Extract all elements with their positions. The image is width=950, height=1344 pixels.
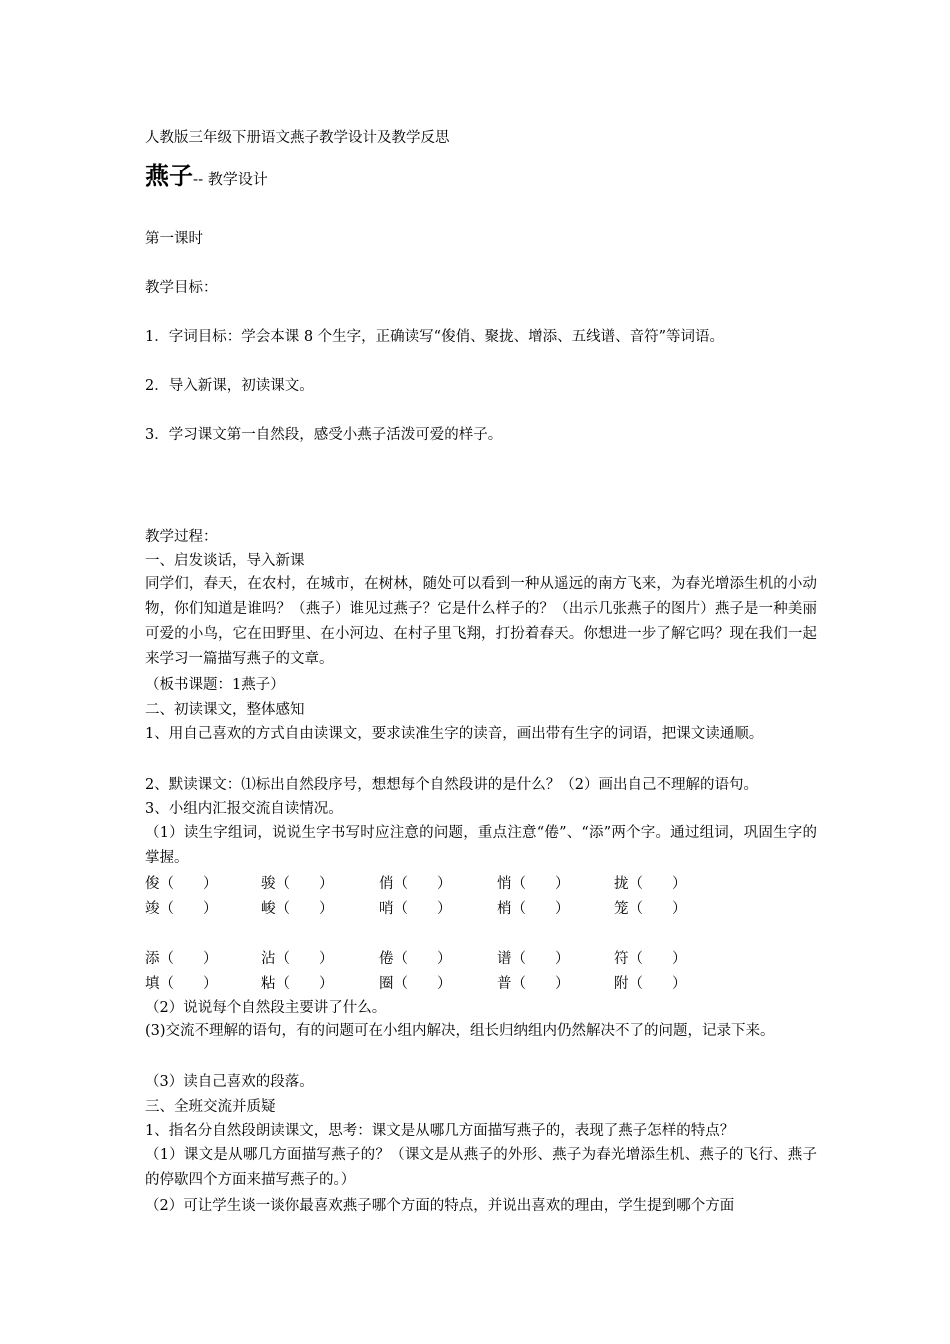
char-cell: 竣（ ）: [145, 901, 218, 917]
char-cell: 俊（ ）: [145, 876, 218, 892]
section-title: 一、启发谈话，导入新课: [145, 553, 305, 569]
process-label: 教学过程：: [145, 529, 218, 545]
char-cell: 悄（ ）: [497, 876, 570, 892]
char-cell: 俏（ ）: [379, 876, 452, 892]
char-cell: 倦（ ）: [379, 951, 452, 967]
step-item: 1、指名分自然段朗读课文，思考：课文是从哪几方面描写燕子的，表现了燕子怎样的特点？: [145, 1123, 735, 1139]
lesson-period: 第一课时: [145, 231, 203, 247]
heading-main: 燕子: [145, 162, 193, 190]
sub-step: （2）说说每个自然段主要讲了什么。: [145, 1000, 387, 1016]
section-title: 三、全班交流并质疑: [145, 1099, 276, 1115]
goal-item: 2．导入新课，初读课文。: [145, 378, 314, 394]
document-title: 人教版三年级下册语文燕子教学设计及教学反思: [145, 130, 450, 146]
step-item: 2、默读课文：⑴标出自然段序号，想想每个自然段讲的是什么？（2）画出自己不理解的语句。: [145, 777, 758, 793]
goal-item: 1．字词目标：学会本课 8 个生字，正确读写“俊俏、聚拢、增添、五线谱、音符”等词语。: [145, 329, 724, 345]
sub-step: (3)交流不理解的语句，有的问题可在小组内解决，组长归纳组内仍然解决不了的问题，记录下来。: [145, 1023, 775, 1039]
char-cell: 谱（ ）: [497, 951, 570, 967]
char-cell: 拢（ ）: [614, 876, 687, 892]
goals-label: 教学目标：: [145, 280, 218, 296]
board-note: （板书课题：1燕子）: [145, 677, 285, 693]
char-cell: 骏（ ）: [261, 876, 334, 892]
char-cell: 粘（ ）: [261, 976, 334, 992]
char-cell: 笼（ ）: [614, 901, 687, 917]
char-cell: 圈（ ）: [379, 976, 452, 992]
lesson-heading: [145, 160, 268, 196]
sub-step: （3）读自己喜欢的段落。: [145, 1074, 314, 1090]
goal-item: 3．学习课文第一自然段，感受小燕子活泼可爱的样子。: [145, 427, 503, 443]
step-item: 3、小组内汇报交流自读情况。: [145, 801, 343, 817]
char-cell: 梢（ ）: [497, 901, 570, 917]
section-title: 二、初读课文，整体感知: [145, 702, 305, 718]
char-cell: 峻（ ）: [261, 901, 334, 917]
char-cell: 附（ ）: [614, 976, 687, 992]
heading-suffix: -- 教学设计: [193, 170, 268, 188]
char-cell: 添（ ）: [145, 951, 218, 967]
char-cell: 普（ ）: [497, 976, 570, 992]
intro-paragraph: 同学们，春天，在农村，在城市，在树林，随处可以看到一种从遥远的南方飞来，为春光增添生机的小动物，你们知道是谁吗？（燕子）谁见过燕子？它是什么样子的？（出示几张燕子的图片）燕子是一种美丽可爱的小鸟，它在田野里、在小河边、在村子里飞翔，打扮着春天。你想进一步了解它吗？现在我们一起来学习一篇描写燕子的文章。: [145, 576, 817, 667]
char-cell: 沾（ ）: [261, 951, 334, 967]
sub-step: （1）课文是从哪几方面描写燕子的？（课文是从燕子的外形、燕子为春光增添生机、燕子的飞行、燕子的停歇四个方面来描写燕子的。）: [145, 1147, 817, 1188]
char-cell: 填（ ）: [145, 976, 218, 992]
sub-step: （1）读生字组词，说说生字书写时应注意的问题，重点注意“倦”、“添”两个字。通过组词，巩固生字的掌握。: [145, 825, 817, 866]
char-cell: 哨（ ）: [379, 901, 452, 917]
sub-step: （2）可让学生谈一谈你最喜欢燕子哪个方面的特点，并说出喜欢的理由，学生提到哪个方面: [145, 1198, 735, 1214]
char-cell: 符（ ）: [614, 951, 687, 967]
step-item: 1、用自己喜欢的方式自由读课文，要求读准生字的读音，画出带有生字的词语，把课文读通顺。: [145, 726, 764, 742]
